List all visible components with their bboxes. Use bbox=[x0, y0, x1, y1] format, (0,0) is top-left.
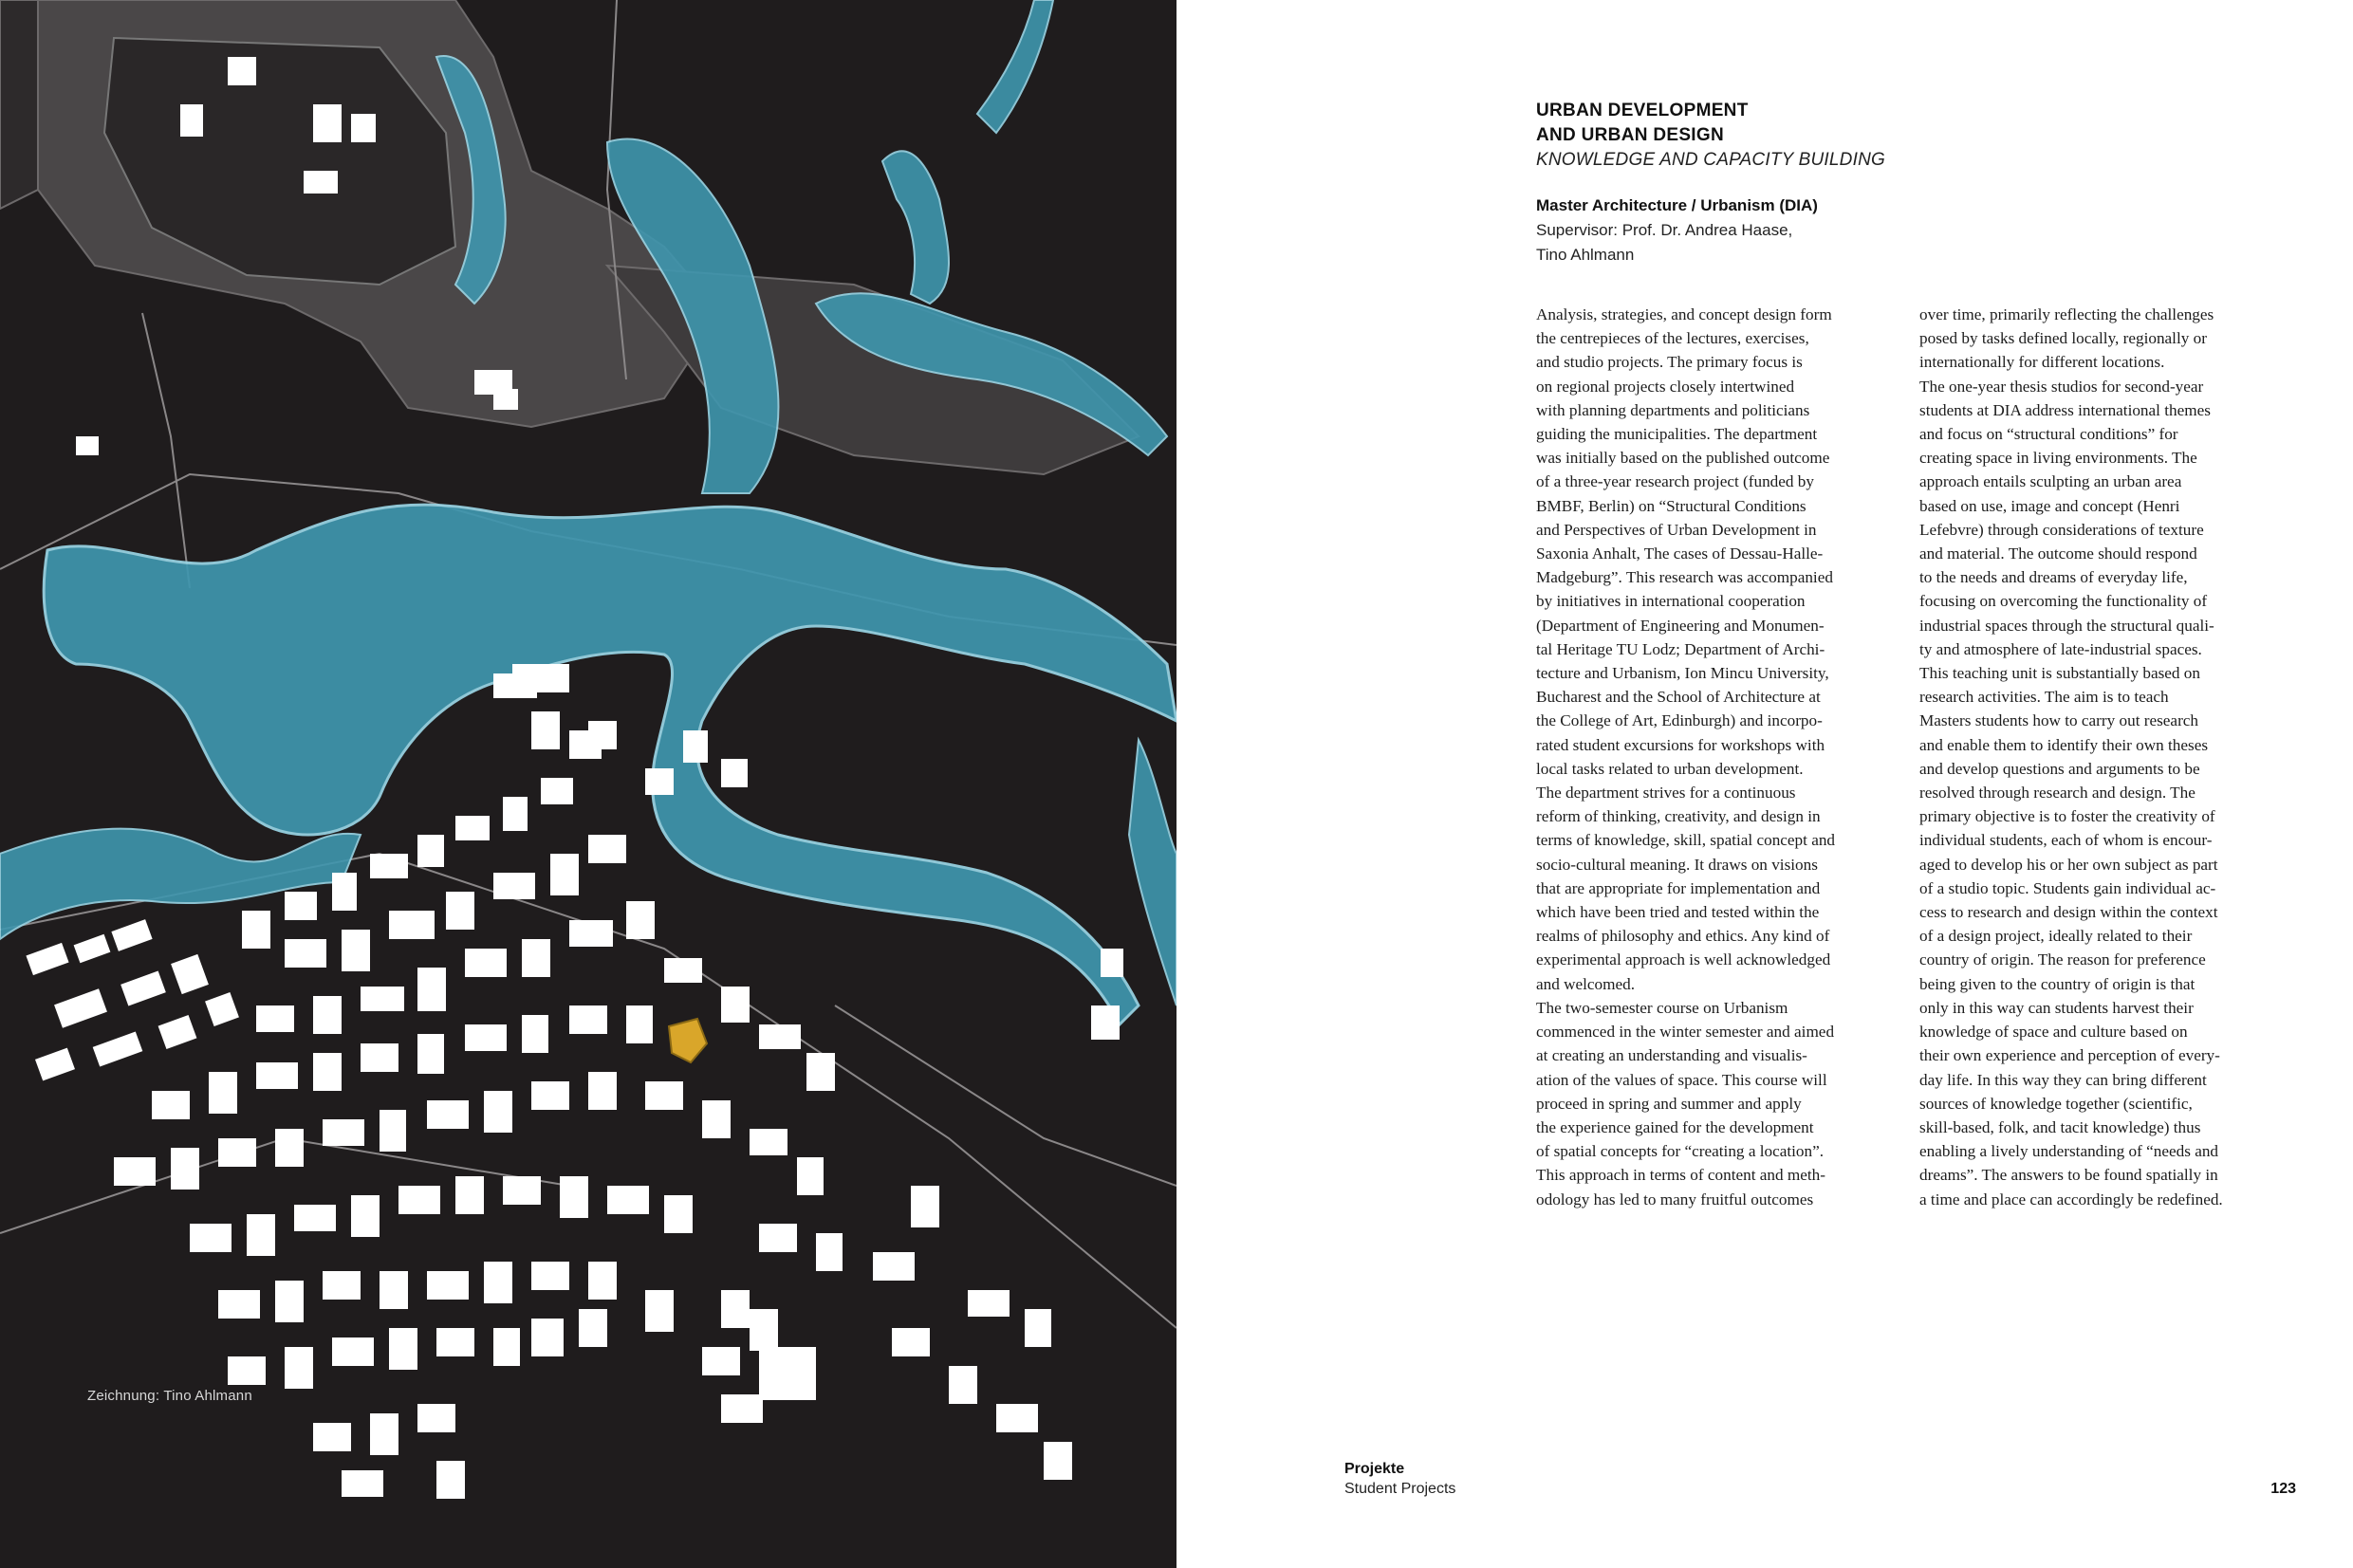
body-text-line: Masters students how to carry out research bbox=[1919, 711, 2199, 730]
body-text-line: socio-cultural meaning. It draws on visions bbox=[1536, 855, 1818, 874]
body-text-line: This teaching unit is substantially based on bbox=[1919, 664, 2200, 683]
body-text-line: by initiatives in international cooperation bbox=[1536, 592, 1806, 611]
body-text-line: reform of thinking, creativity, and design in bbox=[1536, 807, 1821, 826]
body-text-line: of a studio topic. Students gain individual ac- bbox=[1919, 878, 2216, 897]
supervisor-line: Supervisor: Prof. Dr. Andrea Haase, bbox=[1536, 221, 1793, 239]
footer-section-label: Projekte bbox=[1344, 1461, 1405, 1477]
body-text-line: which have been tried and tested within the bbox=[1536, 903, 1820, 922]
body-text-line: day life. In this way they can bring different bbox=[1919, 1070, 2207, 1089]
body-text-line: The department strives for a continuous bbox=[1536, 784, 1796, 802]
body-text-line: creating space in living environments. The bbox=[1919, 449, 2197, 468]
body-text-line: students at DIA address international themes bbox=[1919, 400, 2211, 419]
body-text-line: and focus on “structural conditions” for bbox=[1919, 425, 2178, 444]
body-text-line: Analysis, strategies, and concept design form bbox=[1536, 305, 1832, 323]
body-text-line: internationally for different locations. bbox=[1919, 353, 2165, 372]
body-text-line: a time and place can accordingly be redefined. bbox=[1919, 1190, 2223, 1208]
page-number: 123 bbox=[2270, 1481, 2296, 1497]
body-text-line: on regional projects closely intertwined bbox=[1536, 377, 1795, 396]
body-text-line: the College of Art, Edinburgh) and incorpo- bbox=[1536, 711, 1823, 730]
body-text-line: of spatial concepts for “creating a location”. bbox=[1536, 1142, 1825, 1161]
body-text-line: at creating an understanding and visualis- bbox=[1536, 1046, 1807, 1065]
body-text-line: country of origin. The reason for preference bbox=[1919, 950, 2206, 969]
body-text-line: and material. The outcome should respond bbox=[1919, 544, 2197, 563]
body-text-line: ty and atmosphere of late-industrial spaces. bbox=[1919, 639, 2202, 658]
body-text-line: of a design project, ideally related to their bbox=[1919, 927, 2193, 946]
body-text-line: proceed in spring and summer and apply bbox=[1536, 1094, 1802, 1113]
body-text-line: and develop questions and arguments to be bbox=[1919, 759, 2200, 778]
body-text-line: (Department of Engineering and Monumen- bbox=[1536, 616, 1825, 635]
body-text-line: industrial spaces through the structural quali- bbox=[1919, 616, 2214, 635]
program-info bbox=[1536, 194, 2010, 267]
body-text-line: dreams”. The answers to be found spatially in bbox=[1919, 1166, 2218, 1185]
supervisor-line: Tino Ahlmann bbox=[1536, 246, 1635, 264]
body-text-line: local tasks related to urban development. bbox=[1536, 759, 1804, 778]
body-text-line: research activities. The aim is to teach bbox=[1919, 688, 2169, 707]
body-text-line: knowledge of space and culture based on bbox=[1919, 1023, 2188, 1042]
program-title: Master Architecture / Urbanism (DIA) bbox=[1536, 196, 1818, 214]
body-text-line: that are appropriate for implementation and bbox=[1536, 878, 1821, 897]
article-title-line-2: AND URBAN DESIGN bbox=[1536, 125, 1724, 145]
map-credit: Zeichnung: Tino Ahlmann bbox=[87, 1388, 252, 1404]
body-text-line: based on use, image and concept (Henri bbox=[1919, 496, 2180, 515]
body-text-line: sources of knowledge together (scientific, bbox=[1919, 1094, 2193, 1113]
body-text-line: of a three-year research project (funded by bbox=[1536, 472, 1814, 491]
site-plan-svg bbox=[0, 0, 1176, 1568]
body-text-line: Lefebvre) through considerations of texture bbox=[1919, 520, 2204, 539]
body-text-line: to the needs and dreams of everyday life, bbox=[1919, 568, 2188, 587]
body-text-line: primary objective is to foster the creativity of bbox=[1919, 807, 2215, 826]
article-header bbox=[1536, 99, 2200, 173]
body-text-line: The one-year thesis studios for second-year bbox=[1919, 377, 2204, 396]
body-text-line: commenced in the winter semester and aimed bbox=[1536, 1023, 1835, 1042]
body-text-line: the experience gained for the development bbox=[1536, 1117, 1814, 1136]
body-text-line: and welcomed. bbox=[1536, 974, 1636, 993]
body-text-line: approach entails sculpting an urban area bbox=[1919, 472, 2182, 491]
body-text-line: skill-based, folk, and tacit knowledge) thus bbox=[1919, 1117, 2201, 1136]
body-text-line: and enable them to identify their own theses bbox=[1919, 735, 2209, 754]
body-text-line: aged to develop his or her own subject as part bbox=[1919, 855, 2218, 874]
body-text-line: and Perspectives of Urban Development in bbox=[1536, 520, 1817, 539]
body-text-line: posed by tasks defined locally, regionally or bbox=[1919, 329, 2207, 348]
supervisor-lines bbox=[1536, 218, 2010, 267]
body-text-line: enabling a lively understanding of “needs and bbox=[1919, 1142, 2219, 1161]
body-text-line: This approach in terms of content and meth- bbox=[1536, 1166, 1825, 1185]
body-text-line: the centrepieces of the lectures, exercises, bbox=[1536, 329, 1809, 348]
site-plan-drawing bbox=[0, 0, 1176, 1568]
body-text-line: focusing on overcoming the functionality of bbox=[1919, 592, 2208, 611]
body-text-line: and studio projects. The primary focus is bbox=[1536, 353, 1803, 372]
body-text-line: BMBF, Berlin) on “Structural Conditions bbox=[1536, 496, 1806, 515]
body-text-line: terms of knowledge, skill, spatial concept and bbox=[1536, 831, 1836, 850]
article-title-line-1: URBAN DEVELOPMENT bbox=[1536, 101, 1749, 120]
body-text-line: experimental approach is well acknowledged bbox=[1536, 950, 1831, 969]
footer-section-subtitle: Student Projects bbox=[1344, 1481, 1456, 1497]
body-text-line: guiding the municipalities. The department bbox=[1536, 425, 1818, 444]
body-text-column-left bbox=[1536, 303, 1897, 1211]
body-text-line: resolved through research and design. The bbox=[1919, 784, 2196, 802]
body-text-line: Saxonia Anhalt, The cases of Dessau-Halle- bbox=[1536, 544, 1824, 563]
body-text-line: Bucharest and the School of Architecture at bbox=[1536, 688, 1821, 707]
body-text-line: rated student excursions for workshops with bbox=[1536, 735, 1825, 754]
body-text-line: over time, primarily reflecting the challenges bbox=[1919, 305, 2214, 323]
body-text-line: The two-semester course on Urbanism bbox=[1536, 998, 1788, 1017]
body-text-line: realms of philosophy and ethics. Any kind of bbox=[1536, 927, 1830, 946]
body-text-line: individual students, each of whom is encour- bbox=[1919, 831, 2213, 850]
body-text-line: being given to the country of origin is that bbox=[1919, 974, 2196, 993]
body-text-line: their own experience and perception of every- bbox=[1919, 1046, 2220, 1065]
body-text-line: only in this way can students harvest their bbox=[1919, 998, 2194, 1017]
article-subtitle: KNOWLEDGE AND CAPACITY BUILDING bbox=[1536, 150, 1885, 170]
body-text-line: odology has led to many fruitful outcomes bbox=[1536, 1190, 1814, 1208]
body-text-column-right bbox=[1919, 303, 2280, 1211]
body-text-line: cess to research and design within the context bbox=[1919, 903, 2218, 922]
body-text-line: ation of the values of space. This course will bbox=[1536, 1070, 1827, 1089]
body-text-line: with planning departments and politicians bbox=[1536, 400, 1810, 419]
body-text-line: was initially based on the published outcome bbox=[1536, 449, 1830, 468]
body-text-line: tecture and Urbanism, Ion Mincu University, bbox=[1536, 664, 1829, 683]
body-text-line: Madgeburg”. This research was accompanied bbox=[1536, 568, 1833, 587]
body-text-line: tal Heritage TU Lodz; Department of Archi- bbox=[1536, 639, 1825, 658]
